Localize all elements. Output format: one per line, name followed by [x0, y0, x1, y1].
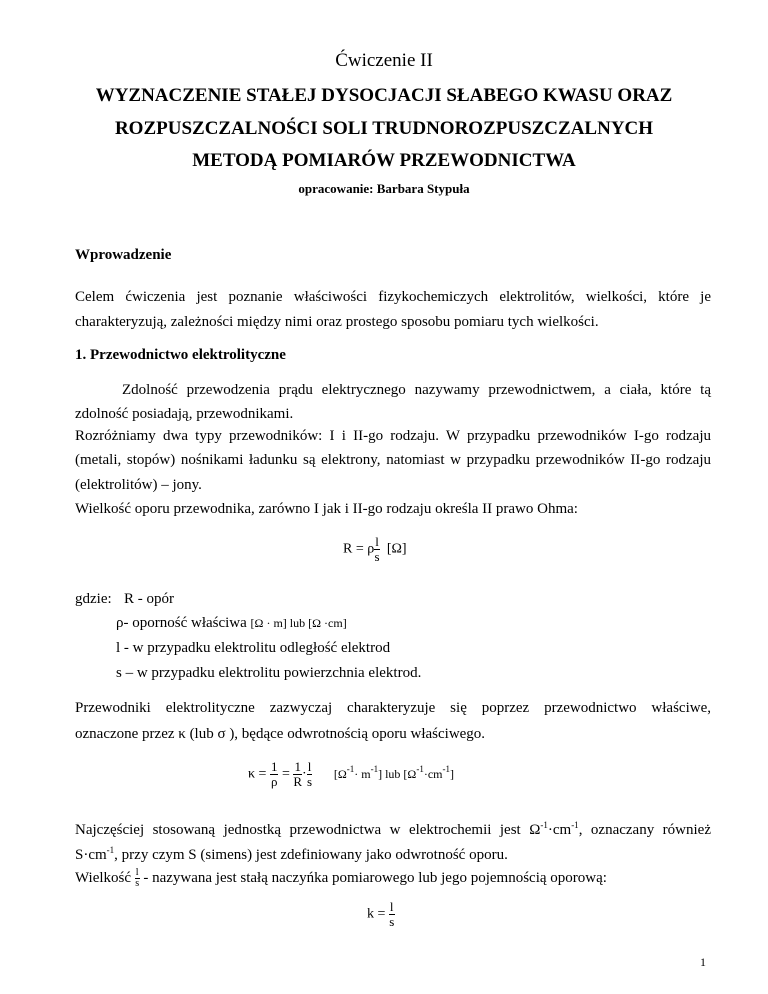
title-line-1: WYZNACZENIE STAŁEJ DYSOCJACJI SŁABEGO KWASU ORAZ — [95, 85, 673, 106]
paragraph-5-line-1: Najczęściej stosowaną jednostką przewodnictwa w elektrochemii jest $\Omega^{-1}\cdot cm^{-1}$, oznaczany również — [75, 820, 711, 838]
paragraph-1-line-1: Zdolność przewodzenia prądu elektrycznego nazywamy przewodnictwem, a ciała, które tą — [122, 382, 711, 398]
eq2-f3-num: l — [307, 759, 312, 774]
eq2-dot: · — [302, 766, 307, 782]
eq1-numerator: l — [375, 534, 379, 549]
where-label: gdzie: — [75, 591, 112, 607]
cell-constant-equation — [367, 900, 395, 929]
rho-units: [Ω · m] lub [Ω ·cm] — [250, 616, 347, 630]
eq3-den: s — [389, 914, 395, 929]
title-line-2: ROZPUSZCZALNOŚCI SOLI TRUDNOROZPUSZCZALNYCH — [114, 118, 654, 139]
eq2-f2-num: 1 — [294, 759, 301, 774]
paragraph-2-line-3: (elektrolitów) – jony. — [75, 477, 202, 493]
cell-constant-fraction: $\frac{l}{s}$ — [135, 867, 140, 889]
title-line-3: METODĄ POMIARÓW PRZEWODNICTWA — [192, 150, 576, 171]
eq2-lhs: κ = — [248, 766, 267, 782]
eq3-lhs: k = — [367, 906, 386, 922]
intro-line-2: charakteryzują, zależności między nimi oraz prostego sposobu pomiaru tych wielkości. — [75, 314, 599, 330]
conductivity-equation — [248, 760, 454, 789]
where-l: l - w przypadku elektrolitu odległość elektrod — [116, 640, 391, 656]
section-1-heading: 1. Przewodnictwo elektrolityczne — [75, 347, 286, 363]
rho-text: - oporność właściwa — [123, 615, 247, 631]
eq1-lhs: R = ρ — [343, 541, 375, 557]
intro-line-1: Celem ćwiczenia jest poznanie właściwości fizykochemiczych elektrolitów, wielkości, które je — [75, 289, 711, 305]
eq2-f3-den: s — [306, 774, 313, 789]
paragraph-4-line-1: Przewodniki elektrolityczne zazwyczaj charakteryzuje się poprzez przewodnictwo właściwe, — [75, 700, 711, 716]
exercise-label: Ćwiczenie II — [335, 50, 433, 71]
eq2-fraction-1 — [270, 760, 279, 789]
rho-symbol: ρ — [116, 615, 124, 631]
intro-heading: Wprowadzenie — [75, 247, 172, 263]
paragraph-2-line-2: (metali, stopów) nośnikami ładunku są elektrony, natomiast w przypadku przewodników II-go rodzaju — [75, 452, 711, 468]
page-number: 1 — [700, 955, 706, 969]
eq1-denominator: s — [374, 549, 380, 564]
eq2-fraction-2 — [293, 760, 302, 789]
paragraph-6: Wielkość $\frac{l}{s}$ - nazywana jest stałą naczyńka pomiarowego lub jego pojemnością oporową: — [75, 867, 607, 889]
paragraph-4-line-2: oznaczone przez κ (lub σ ), będące odwrotnością oporu właściwego. — [75, 726, 486, 742]
paragraph-2-line-1: Rozróżniamy dwa typy przewodników: I i II-go rodzaju. W przypadku przewodników I-go rodzaju — [75, 428, 711, 444]
paragraph-5-line-2: $S\cdot cm^{-1}$, przy czym S (simens) jest zdefiniowany jako odwrotność oporu. — [75, 845, 508, 863]
eq2-units: $[\Omega^{-1}\cdot m^{-1}]$ lub $[\Omega^{-1}\cdot cm^{-1}]$ — [333, 763, 454, 781]
eq2-f2-den: R — [293, 774, 303, 789]
eq2-equals: = — [281, 766, 290, 782]
paragraph-1-line-2: zdolność posiadają, przewodnikami. — [75, 406, 294, 422]
where-rho — [116, 614, 347, 632]
eq1-unit: [Ω] — [386, 541, 407, 557]
eq2-f1-den: ρ — [270, 774, 278, 789]
ohm-law-equation — [343, 535, 407, 564]
eq1-fraction — [374, 535, 380, 564]
where-R: R - opór — [124, 591, 174, 607]
author-line: opracowanie: Barbara Stypuła — [298, 181, 470, 196]
eq3-num: l — [389, 899, 394, 914]
eq2-fraction-3 — [307, 760, 313, 789]
where-s: s – w przypadku elektrolitu powierzchnia elektrod. — [116, 665, 422, 681]
eq3-fraction — [389, 900, 395, 929]
eq2-f1-num: 1 — [270, 759, 278, 774]
paragraph-3: Wielkość oporu przewodnika, zarówno I jak i II-go rodzaju określa II prawo Ohma: — [75, 501, 578, 517]
